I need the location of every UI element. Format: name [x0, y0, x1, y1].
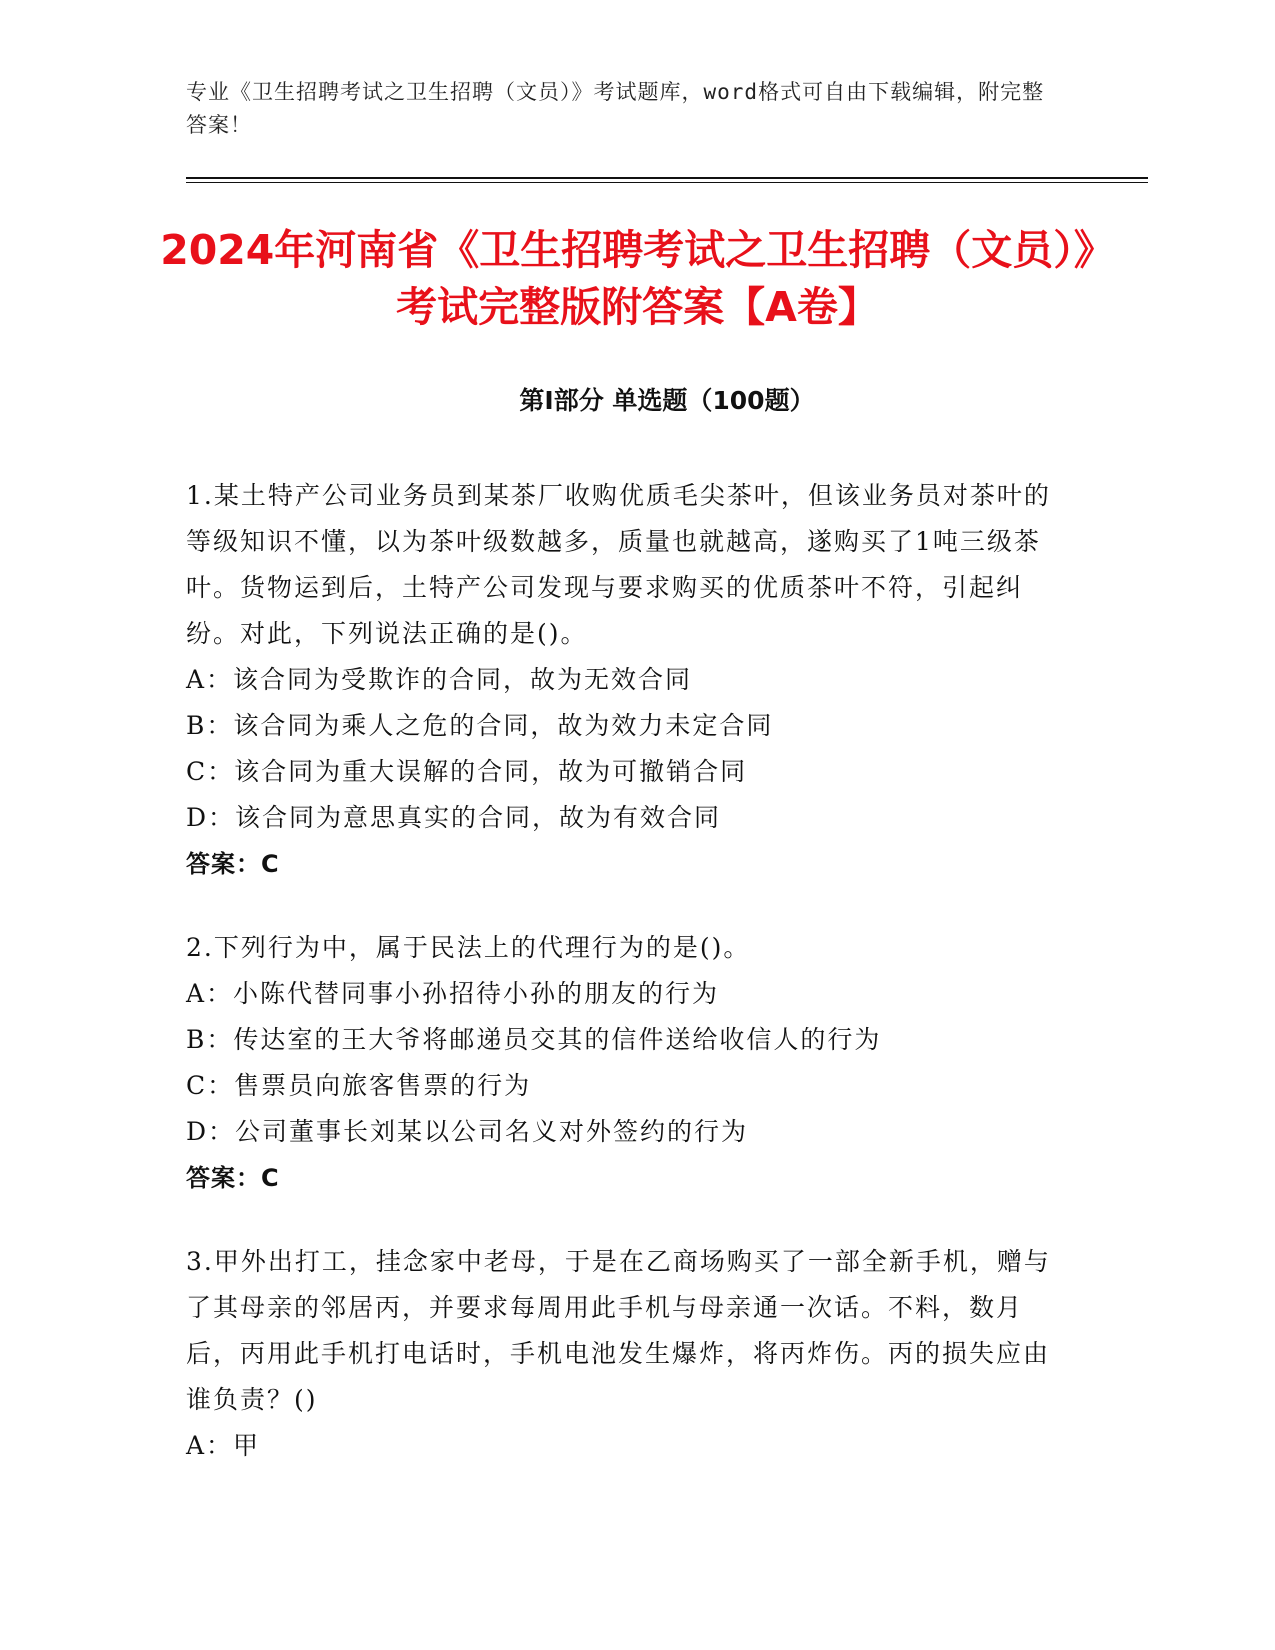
option-b: B：传达室的王大爷将邮递员交其的信件送给收信人的行为 — [186, 1025, 882, 1054]
question-stem: 2.下列行为中，属于民法上的代理行为的是()。 — [186, 933, 751, 962]
question-stem: 3.甲外出打工，挂念家中老母，于是在乙商场购买了一部全新手机，赠与了其母亲的邻居丙，并要求每周用此手机与母亲通一次话。不料，数月后，丙用此手机打电话时，手机电池发生爆炸，将丙炸伤。丙的损失应由谁负责？() — [186, 1247, 1051, 1414]
question-1 — [186, 473, 1066, 887]
header-rule-thin — [186, 182, 1148, 183]
option-d: D：公司董事长刘某以公司名义对外签约的行为 — [186, 1117, 749, 1146]
option-a: A：小陈代替同事小孙招待小孙的朋友的行为 — [186, 979, 720, 1008]
section-title: 第I部分 单选题（100题） — [519, 386, 815, 415]
option-b: B：该合同为乘人之危的合同，故为效力未定合同 — [186, 711, 774, 740]
header-rule-thick — [186, 177, 1148, 179]
option-c: C：售票员向旅客售票的行为 — [186, 1071, 532, 1100]
answer: 答案：C — [186, 850, 280, 878]
question-stem: 1.某土特产公司业务员到某茶厂收购优质毛尖茶叶，但该业务员对茶叶的等级知识不懂，以为茶叶级数越多，质量也就越高，遂购买了1吨三级茶叶。货物运到后，土特产公司发现与要求购买的优质茶叶不符，引起纠纷。对此，下列说法正确的是()。 — [186, 481, 1051, 648]
header-note: 专业《卫生招聘考试之卫生招聘（文员）》考试题库，word格式可自由下载编辑，附完整答案！ — [186, 80, 1045, 137]
option-c: C：该合同为重大误解的合同，故为可撤销合同 — [186, 757, 748, 786]
option-a: A：甲 — [186, 1431, 261, 1460]
document-title: 2024年河南省《卫生招聘考试之卫生招聘（文员）》考试完整版附答案【A卷】 — [160, 226, 1115, 331]
option-d: D：该合同为意思真实的合同，故为有效合同 — [186, 803, 722, 832]
question-3 — [186, 1239, 1066, 1469]
answer: 答案：C — [186, 1164, 280, 1192]
question-2 — [186, 925, 1066, 1201]
question-list — [186, 473, 1066, 1507]
option-a: A：该合同为受欺诈的合同，故为无效合同 — [186, 665, 693, 694]
